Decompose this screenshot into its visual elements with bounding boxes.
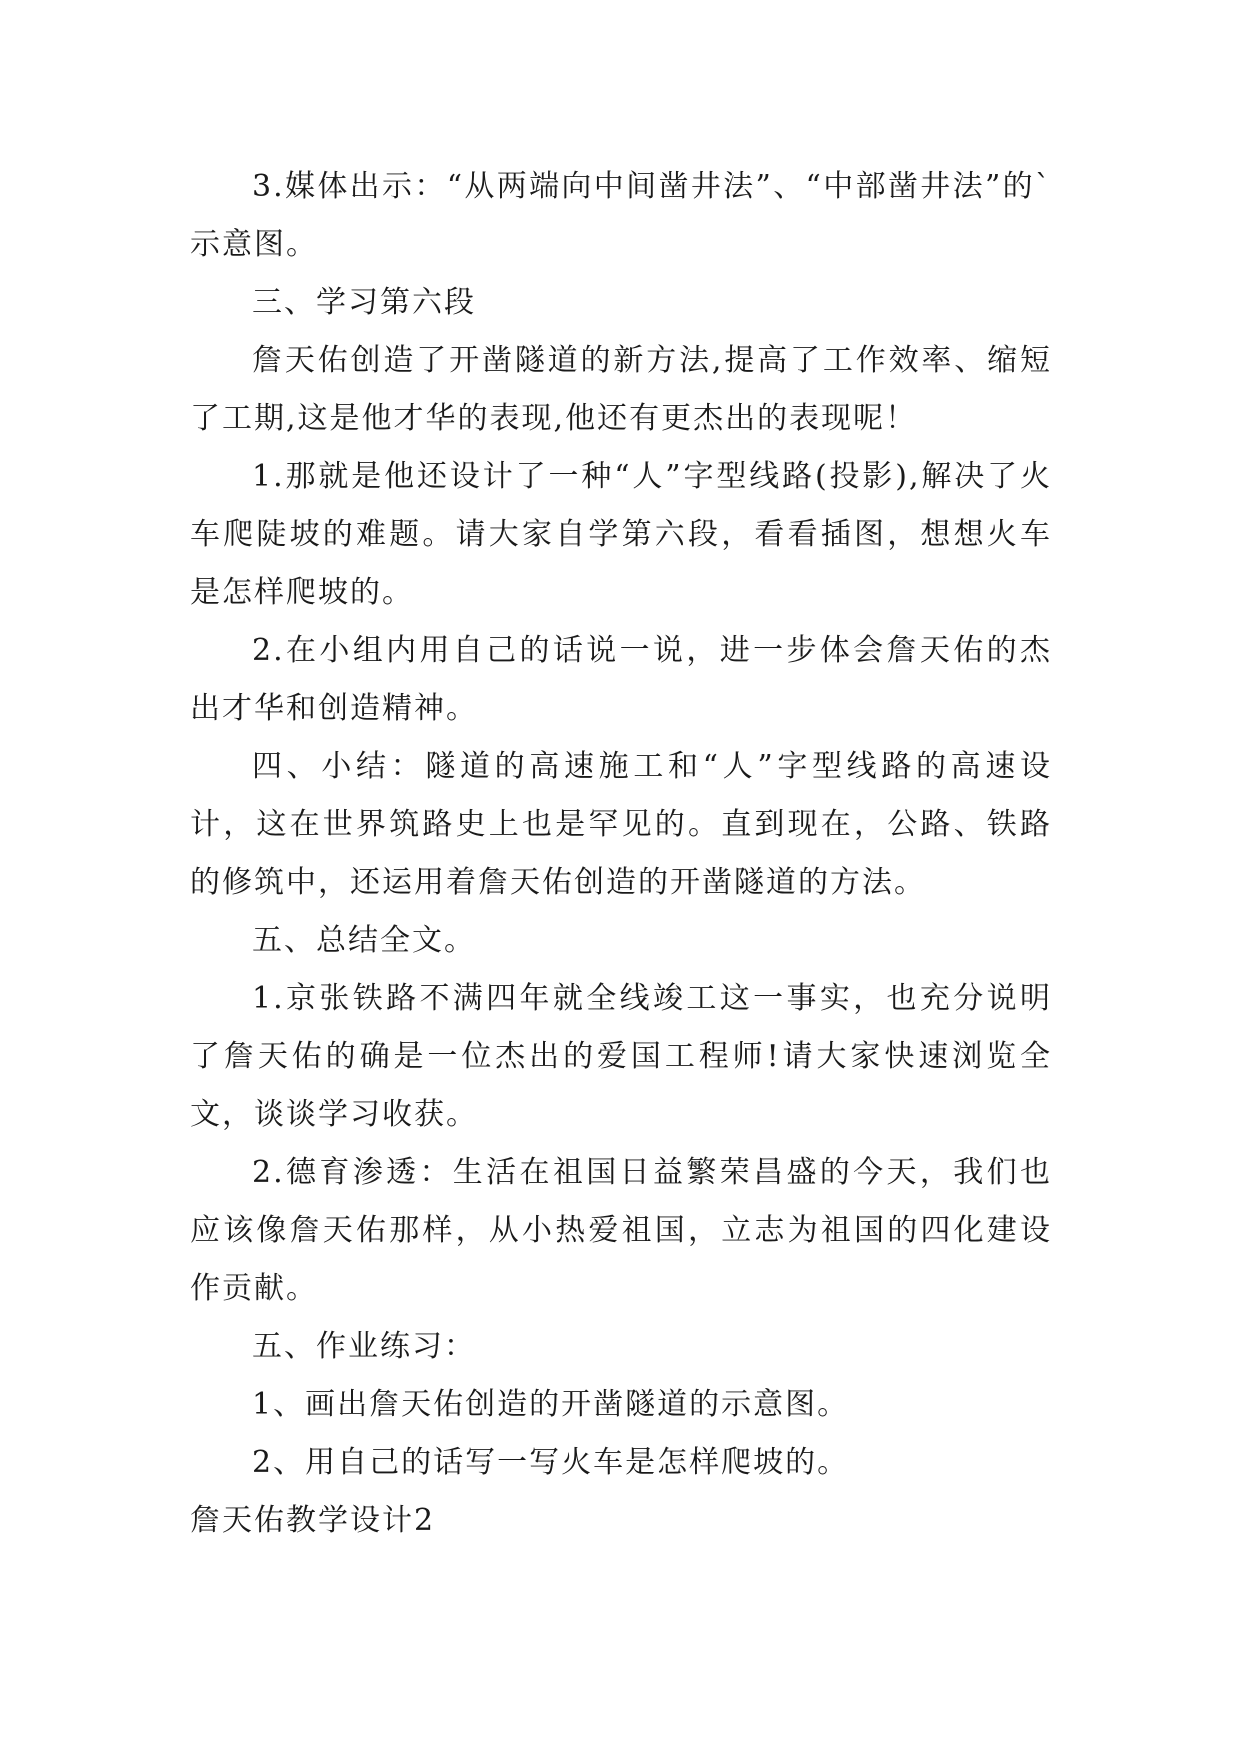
paragraph-new-method: 詹天佑创造了开凿隧道的新方法,提高了工作效率、缩短了工期,这是他才华的表现,他还有更杰出的表现呢！ <box>190 343 1052 436</box>
heading-homework: 五、作业练习： <box>252 1329 476 1364</box>
homework-item-2: 2、用自己的话写一写火车是怎样爬坡的。 <box>252 1445 850 1480</box>
paragraph-ren-route: 1.那就是他还设计了一种“人”字型线路(投影),解决了火车爬陡坡的难题。请大家自学第六段，看看插图，想想火车是怎样爬坡的。 <box>190 459 1052 610</box>
paragraph-moral-education: 2.德育渗透：生活在祖国日益繁荣昌盛的今天，我们也应该像詹天佑那样，从小热爱祖国，立志为祖国的四化建设作贡献。 <box>190 1155 1052 1306</box>
heading-study-paragraph-six: 三、学习第六段 <box>252 285 476 320</box>
paragraph-group-discussion: 2.在小组内用自己的话说一说，进一步体会詹天佑的杰出才华和创造精神。 <box>190 633 1052 726</box>
homework-item-1: 1、画出詹天佑创造的开凿隧道的示意图。 <box>252 1387 850 1422</box>
document-body <box>190 158 1052 1550</box>
paragraph-railway-completion: 1.京张铁路不满四年就全线竣工这一事实，也充分说明了詹天佑的确是一位杰出的爱国工程师!请大家快速浏览全文，谈谈学习收获。 <box>190 981 1052 1132</box>
next-section-title: 詹天佑教学设计2 <box>190 1503 436 1538</box>
paragraph-media-display: 3.媒体出示：“从两端向中间凿井法”、“中部凿井法”的`示意图。 <box>190 169 1052 262</box>
heading-conclusion: 五、总结全文。 <box>252 923 476 958</box>
paragraph-summary: 四、小结：隧道的高速施工和“人”字型线路的高速设计，这在世界筑路史上也是罕见的。直到现在，公路、铁路的修筑中，还运用着詹天佑创造的开凿隧道的方法。 <box>190 749 1052 900</box>
